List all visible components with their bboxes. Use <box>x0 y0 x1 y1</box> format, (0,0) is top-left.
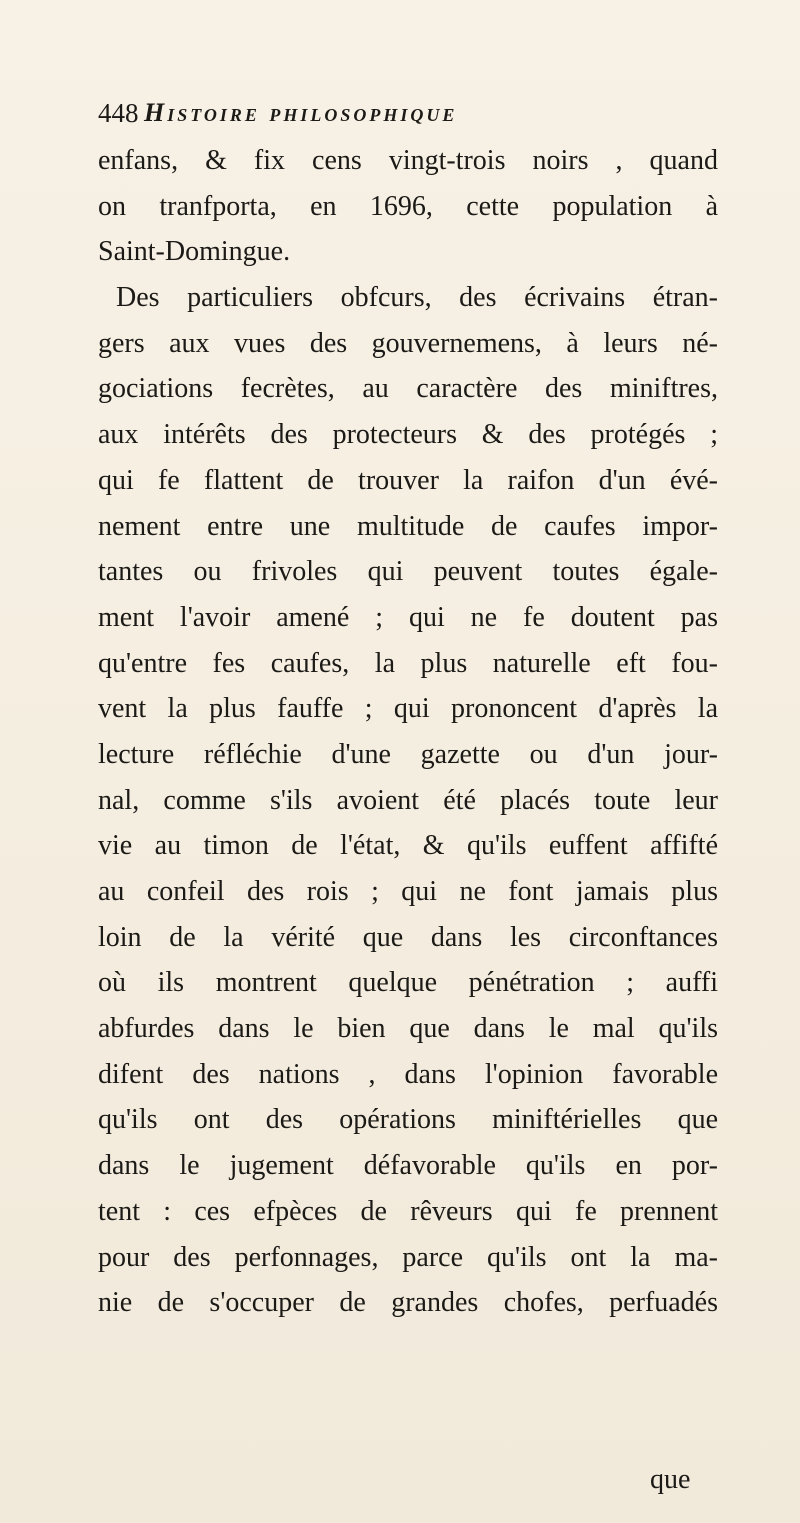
catchword: que <box>650 1464 691 1495</box>
text-line: tantes ou frivoles qui peuvent toutes égale- <box>98 556 718 588</box>
text-line: nie de s'occuper de grandes chofes, perfuadés <box>98 1287 718 1319</box>
text-line: nement entre une multitude de caufes impor- <box>98 510 718 542</box>
text-line: difent des nations , dans l'opinion favorable <box>98 1058 718 1090</box>
page-number: 448 <box>98 98 139 128</box>
text-line: lecture réfléchie d'une gazette ou d'un jour- <box>98 738 718 770</box>
text-line: pour des perfonnages, parce qu'ils ont la ma- <box>98 1241 718 1273</box>
running-title: Histoire philosophique <box>144 98 458 127</box>
text-line: vie au timon de l'état, & qu'ils euffent affifté <box>98 830 718 862</box>
text-line: abfurdes dans le bien que dans le mal qu'ils <box>98 1013 718 1045</box>
text-line: dans le jugement défavorable qu'ils en por- <box>98 1150 718 1182</box>
text-line: enfans, & fix cens vingt-trois noirs , quand <box>98 145 718 176</box>
text-line: qui fe flattent de trouver la raifon d'un évé- <box>98 464 718 496</box>
text-line: où ils montrent quelque pénétration ; auffi <box>98 967 718 999</box>
text-line: au confeil des rois ; qui ne font jamais plus <box>98 876 718 907</box>
page-header <box>98 96 718 136</box>
text-line: gociations fecrètes, au caractère des miniftres, <box>98 373 718 405</box>
text-line: nal, comme s'ils avoient été placés toute leur <box>98 784 718 816</box>
text-line: on tranfporta, en 1696, cette population à <box>98 190 718 222</box>
text-line: ment l'avoir amené ; qui ne fe doutent pas <box>98 601 718 633</box>
text-line: tent : ces efpèces de rêveurs qui fe prennent <box>98 1195 718 1227</box>
text-line: loin de la vérité que dans les circonftances <box>98 921 718 953</box>
text-line: Saint-Domingue. <box>98 236 291 268</box>
text-line: gers aux vues des gouvernemens, à leurs né- <box>98 327 718 359</box>
text-line: vent la plus fauffe ; qui prononcent d'après la <box>98 693 718 725</box>
text-line: aux intérêts des protecteurs & des protégés ; <box>98 419 718 451</box>
text-line: Des particuliers obfcurs, des écrivains étran- <box>116 282 718 314</box>
body-text <box>98 138 718 1326</box>
text-line: qu'entre fes caufes, la plus naturelle eft fou- <box>98 647 718 679</box>
text-line: qu'ils ont des opérations miniftérielles que <box>98 1104 718 1136</box>
